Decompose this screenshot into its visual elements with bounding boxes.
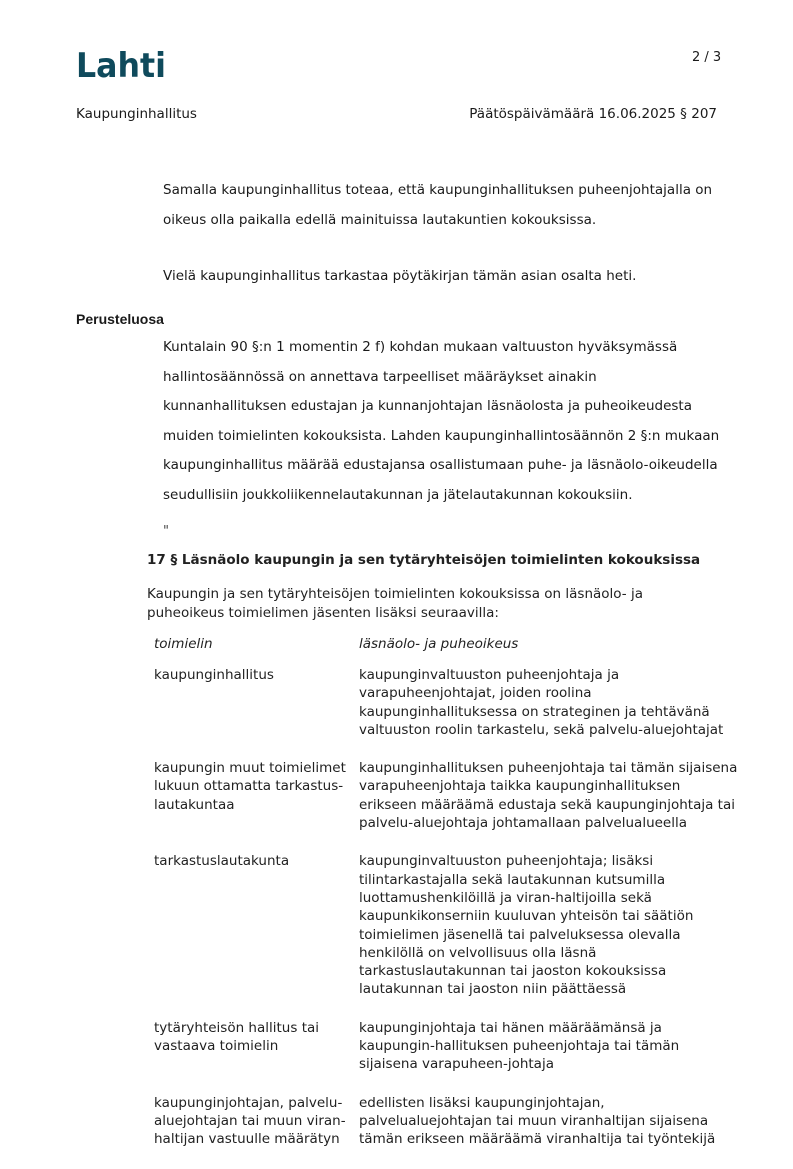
table-cell-rights: kaupunginhallituksen puheenjohtaja tai tämän sijaisena varapuheenjohtaja taikka kaupunginhallituksen erikseen määräämä edustaja sekä kaupunginjohtaja tai palvelu-aluejohtaja johtamallaan palvelualueella <box>359 760 738 832</box>
lahti-logo <box>76 47 172 83</box>
column-header-body: toimielin <box>154 636 213 652</box>
table-row <box>154 852 744 998</box>
paragraph-1: Samalla kaupunginhallitus toteaa, että kaupunginhallituksen puheenjohtajalla on oikeus olla paikalla edellä mainituissa lautakuntien kokouksissa. <box>163 182 713 228</box>
table-row <box>154 1094 744 1149</box>
regulation-table <box>154 636 744 1169</box>
table-cell-rights: edellisten lisäksi kaupunginjohtajan, palvelualuejohtajan tai muun viranhaltijan sijaisena tämän erikseen määräämä viranhaltija tai työntekijä <box>359 1094 716 1148</box>
table-cell-body: kaupungin muut toimielimet lukuun ottamatta tarkastus-lautakuntaa <box>154 760 346 813</box>
regulation-intro: Kaupungin ja sen tytäryhteisöjen toimielinten kokouksissa on läsnäolo- ja puheoikeus toimielimen jäsenten lisäksi seuraavilla: <box>147 586 643 621</box>
table-header <box>154 636 744 652</box>
rationale-text: Kuntalain 90 §:n 1 momentin 2 f) kohdan mukaan valtuuston hyväksymässä hallintosäännössä on annettava tarpeelliset määräykset ainakin kunnanhallituksen edustajan ja kunnanjohtajan läsnäolosta ja puheoikeudesta muiden toimielinten kokouksista. Lahden kaupunginhallintosäännön 2 §:n mukaan kaupunginhallitus määrää edustajansa osallistumaan puhe- ja läsnäolo-oikeudella seudullisiin joukkoliikennelautakunnan ja jätelautakunnan kokouksiin. <box>163 339 720 503</box>
table-cell-rights: kaupunginvaltuuston puheenjohtaja; lisäksi tilintarkastajalla sekä lautakunnan kutsumilla luottamushenkilöillä ja viran-haltijoilla sekä kaupunkikonserniin kuuluvan yhteisön tai säätiön toimielimen jäsenellä tai palveluksessa olevalla henkilöllä on velvollisuus olla läsnä tarkastuslautakunnan tai jaoston kokouksissa lautakunnan tai jaoston niin päättäessä <box>359 853 694 998</box>
table-row <box>154 666 744 739</box>
svg-text:Lahti: Lahti <box>76 47 166 83</box>
section-title: Perusteluosa <box>76 311 164 327</box>
quote-mark: " <box>163 524 169 539</box>
table-row <box>154 1019 744 1074</box>
paragraph-2: Vielä kaupunginhallitus tarkastaa pöytäkirjan tämän asian osalta heti. <box>163 268 637 284</box>
column-header-rights: läsnäolo- ja puheoikeus <box>359 636 519 652</box>
table-row <box>154 759 744 832</box>
table-cell-body: tytäryhteisön hallitus tai vastaava toimielin <box>154 1019 320 1055</box>
table-cell-rights: kaupunginjohtaja tai hänen määräämänsä ja kaupungin-hallituksen puheenjohtaja tai tämän sijaisena varapuheen-johtaja <box>359 1019 680 1073</box>
table-cell-body: kaupunginjohtajan, palvelu-aluejohtajan tai muun viran-haltijan vastuulle määrätyn <box>154 1094 346 1148</box>
table-cell-body: kaupunginhallitus <box>154 667 274 683</box>
table-cell-rights: kaupunginvaltuuston puheenjohtaja ja varapuheenjohtajat, joiden roolina kaupunginhallituksessa on strateginen ja tehtävänä valtuuston roolin tarkastelu, sekä palvelu-aluejohtajat <box>359 667 724 738</box>
organ-name: Kaupunginhallitus <box>76 106 197 122</box>
table-cell-body: tarkastuslautakunta <box>154 853 290 870</box>
regulation-title: 17 § Läsnäolo kaupungin ja sen tytäryhteisöjen toimielinten kokouksissa <box>147 552 701 568</box>
page-number: 2 / 3 <box>692 50 722 65</box>
decision-date: Päätöspäivämäärä 16.06.2025 § 207 <box>469 106 717 122</box>
